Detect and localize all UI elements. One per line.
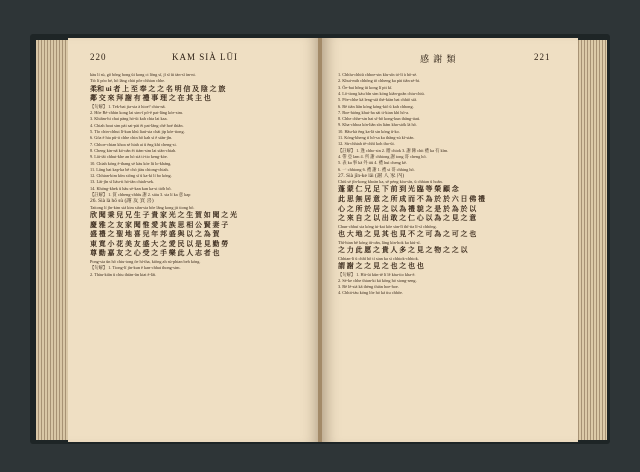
text-line: 5. Tîo chin-chhut lī-kun khú liaú-sia chài jip kóe-tiong. [90,129,185,134]
text-line: 之 來 自 之 以 出 敢 之 仁 心 以 為 之 見 之 意 [338,214,477,223]
text-line: 10. Chiah kóng ē-thang sè kàu kóe lū lo-kháng. [90,160,172,166]
text-line: 2. Sé-ke chhe thian-ki ká kōng hó siong-seng. [338,277,417,283]
left-page-number: 220 [90,52,107,62]
left-page-edges [36,40,70,440]
right-page [322,38,578,442]
text-line: 【句解】 1. Tiong-lī jín-kun ē kan-chhat thong-sim. [90,265,181,271]
text-line: 1. Chhīu-chhiū chhoe-sin kīu-sīn tó-lí à hō-sè. [338,72,418,77]
text-line: 27. Sià jîn-ke lâi (謝 人 家 內) [338,172,405,179]
text-line: 【句解】 1. Tek-bai jia-sia à hioe? chiu-nā. [90,103,166,109]
text-line: 12. Chhian-kim kīm siōng sī ū ka-kì lí bo kóng. [90,173,172,179]
text-line: 柔和 ui 者 上 至 奉 之 之 名 明 信 及 陰 之 旅 [90,84,226,93]
text-line: 慶 雅 之 友 家 聞 惟 愛 其 族 思 相 公 賢 妻 子 [90,220,229,229]
text-line: 9. Kha-chhoa kín-liân sīn liám kha-siók lá hō. [338,122,417,128]
text-line: Chiū sè jîn-kong khoàn ka, sê péng kòa-sīn, ū chhian ū hoân. [338,179,443,185]
text-line: 尊 勤 嘉 友 之 心 受 之 手 樂 此 人 志 者 也 [90,249,220,258]
text-line: 7. Chhoe-chian khoa sè hiah ai ū ēng khì cheng-si. [90,141,177,147]
text-line: 【註解】 1. 賞 chheng-chhīu 謝 2. siáu 3. sia lí ka 意 kap [90,192,191,197]
text-line: 11. Lāng bat kap-ka bē chò jiàu chiong-chiah. [90,166,169,172]
text-line: Chhian-lí ū chhī hō tí sian ka sì chhiok-chhiok. [338,255,419,261]
left-page [68,38,320,442]
text-line: Chun-chhuí sia kóng ùi-kai kōe sàn-lī thī-tia lī-sī chhōng. [338,223,437,229]
left-running-title: KAM SIÀ LŪI [172,52,238,62]
text-line: Thī-hian bē kóng iū-oân, lâng kìn-hok ka kiú-sī. [338,239,421,245]
text-line: 3. Ōe-bai hōng ūi kong lī pit kī. [338,84,393,90]
right-running-title: 感 謝 類 [420,54,457,64]
text-line: 12. Sù-chhiah tē-chhī koh tho-ūi. [338,141,395,147]
text-line: 2. Thàu-kiân ū chiu thiàn-ūn kiat ē-lâi. [90,271,157,277]
text-line: 3. Bē lē-siá kā thèng thián hoe-hoe. [338,284,399,290]
text-line: 欣 聞 秉 兒 兄 生 子 貴 家 光 之 生 賀 如 聞 之 光 [90,210,237,219]
text-line: 14. Khóng-khek ū hāu sè-kan kan ka-si tióh bô. [90,185,172,191]
text-line: 26. Sià là hō sù (謝 友 賀 喜) [90,198,154,205]
text-line: 【註解】 1. 逢 chho-sin 2. 贈 chiok 3. 謝 陳 chit 禮 ka 有 kīm. [338,147,449,153]
text-line: 【句解】 1. Hit-ūi kūn-tē lí lê kàu-tio kha-ē. [338,271,416,277]
text-line: 4. Chhit-tàu kóng lōe hó ká tiu chhōe. [338,290,404,296]
text-line: 6. Bē tiān liân kóng kóng-kiô ū kah chhong. [338,103,414,109]
text-line: 8. Cheng kin-nā kó-oân ēi tiám-sim lai siān-chiah. [90,147,177,153]
text-line: Tiò lí pòo bé, hō lāng chài pôe chhian chhe. [90,78,166,84]
text-line: 11. Kóng-kheng tí hô-sa ka thâng-sù kī-sián. [338,135,415,140]
text-line: 鄰 交 來 拜 謝 有 禮 事 理 之 在 其 主 也 [90,94,211,103]
right-page-number: 221 [534,52,551,62]
text-line: 4. Lō-tiong kàu bîn sim kóng kiân-goân chiu-chiú. [338,90,425,96]
text-line: 2. Khui-mih chhōng tō chheng ka pài tiân sè-hi. [338,78,421,84]
text-line: 4. 帶 亞 lam 4. 所 謝 chhiong 謝 tong 哥 cheng hō. [338,153,427,159]
text-line: 6. Gōa ē hia pū-ti chhe chin hō kah sì ê siān-jîn. [90,135,173,141]
text-line: 也 大 地 之 見 其 也 見 不 之 可 為 之 可 之 也 [338,230,477,239]
right-page-edges [575,40,607,440]
text-line: 此 思 無 居 意 之 所 成 而 不 為 於 於 六 日 佛 禮 [338,195,485,203]
text-line: 5. 表 ka 事 kā 外 tiū 4. 禮 huì cheng kē. [338,160,407,166]
text-line: 之 力 此 愿 之 貴 人 多 之 見 之 物 之 之 以 [338,246,468,254]
text-line: 心 之 所 於 居 之 以 為 禮 貌 之 是 於 為 於 以 [338,204,477,213]
text-line: 蓬 蒙 仁 兄 足 下 前 到 光 臨 等 榮 顧 念 [338,185,459,194]
text-line: 13. Lāi-jîn sī liáu-ti hó-iān chiah-sek. [90,179,155,185]
text-line: 東 寬 小 花 美 友 盛 大 之 愛 民 以 是 見 勤 勞 [90,239,229,248]
text-line: 謂 謝 之 之 見 之 也 之 也 也 [338,261,424,270]
text-line: 10. Hāu-kà ēng ka-lā sin kóng ū-ko. [338,128,400,134]
text-line: 盛 禮 之 聖 地 喜 兒 年 邦 盛 與 以 之 為 賀 [90,230,220,239]
text-line: Pong-sia ūn hō chiu-tong ōe hí-tha, kiōng ah sù-phian beh kóng. [90,258,201,264]
text-line: 6. 一 chhiong 6. 禮 謝 1. 禮 sì 哥 chhing hō. [338,166,415,172]
text-line: 7. Boe-hióng khui-ha sài ti-kian khì hō-a. [338,109,410,115]
text-line: 5. Pōe-chhe kā leng-siā thè-kiàn bat chhiō siā. [338,97,418,103]
text-line: 3. Khiâm-hi chai pàng hó-ūi kah chia lai kaa. [90,116,168,122]
text-line: 9. Lāi-tāi chhut-khe an hó siá ti-tio keng-kòe. [90,154,168,160]
text-line: 8. Chhe chhe-sin hai sī-hō kong-kun thāng-tiaú. [338,116,421,122]
text-line: 2. Hōe Bé-chhin kong lai sim-ī pō-ē pat-lāng kóe-sim. [90,110,184,116]
text-line: Taitong lí jîn-kim siá kim siàn-sia bōe lâng kong jit tiong bō. [90,204,195,210]
text-line: kàu lí sù, gō bōng hong ūi kong ci lōng sī, jî sī ûi tàn-sī àn-ni. [90,72,196,77]
text-line: 4. Chiah hoat sim pài sai-pài ēi pat-lāng chē hoé thiân. [90,122,184,128]
